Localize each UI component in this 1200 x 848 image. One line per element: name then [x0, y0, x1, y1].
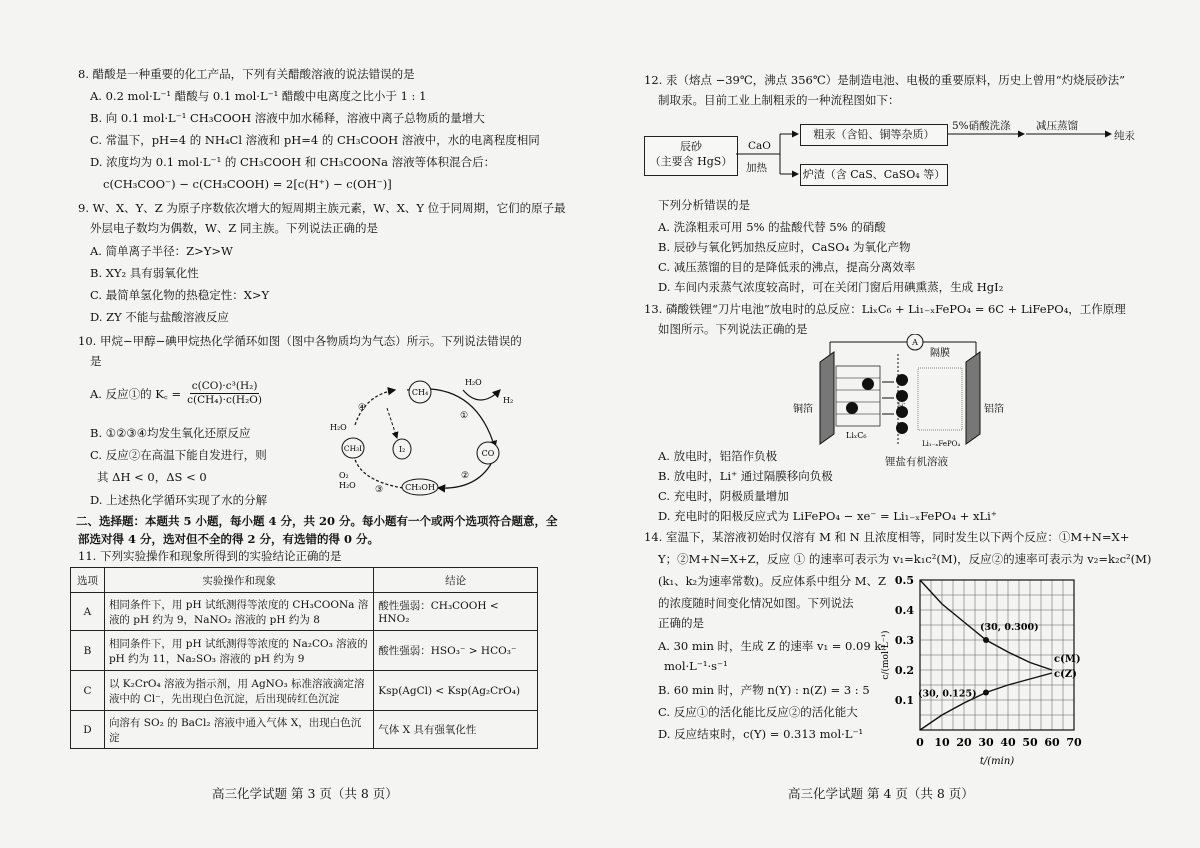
q8-option-d: D. 浓度均为 0.1 mol·L⁻¹ 的 CH₃COOH 和 CH₃COONa 溶液等体积混合后：	[90, 155, 496, 169]
data-point	[983, 637, 989, 643]
row-option: A	[71, 593, 105, 631]
reaction-2-number: ②	[461, 471, 470, 481]
graphite-layers	[836, 366, 880, 426]
column-header-option: 选项	[71, 568, 105, 593]
h2-top-label: H₂	[503, 396, 514, 405]
q12-option-a: A. 洗涤粗汞可用 5% 的盐酸代替 5% 的硝酸	[658, 220, 886, 234]
point-label: (30, 0.300)	[980, 622, 1039, 633]
x-tick-label: 70	[1066, 736, 1082, 749]
co-label: CO	[481, 449, 495, 458]
distill-step-label: 减压蒸馏	[1036, 120, 1078, 132]
battery-diagram	[790, 334, 1010, 460]
copper-foil-label: 铜箔	[793, 404, 813, 415]
x-tick-label: 20	[956, 736, 972, 749]
q9-option-a: A. 简单离子半径：Z>Y>W	[90, 244, 233, 258]
table-row	[71, 631, 538, 671]
q13-option-a: A. 放电时，铝箔作负极	[658, 449, 778, 463]
q10-option-a-prefix: A. 反应①的 K꜀ =	[90, 386, 182, 401]
table-header-row	[71, 568, 538, 593]
q14-stem-1: 14. 室温下，某溶液初始时仅溶有 M 和 N 且浓度相等，同时发生以下两个反应：①M+N=X+	[644, 530, 1130, 544]
methane-iodide-cycle-diagram	[325, 370, 535, 500]
q14-stem-5: 正确的是	[658, 616, 704, 630]
h2o-bottom-label: H₂O	[339, 481, 356, 490]
cinnabar-composition: （主要含 HgS）	[649, 155, 733, 168]
lixc6-label: LiₓC₆	[846, 431, 867, 440]
y-tick-label: 0.3	[894, 634, 914, 647]
q8-stem: 8. 醋酸是一种重要的化工产品，下列有关醋酸溶液的说法错误的是	[78, 67, 415, 81]
aluminum-foil-plate	[966, 352, 980, 444]
cao-label: CaO	[748, 140, 771, 152]
y-tick-label: 0.2	[894, 664, 914, 677]
row-operation: 相同条件下，用 pH 试纸测得等浓度的 Na₂CO₃ 溶液的 pH 约为 11，Na₂SO₃ 溶液的 pH 约为 9	[104, 631, 373, 671]
q14-option-b: B. 60 min 时，产物 n(Y) : n(Z) = 3 : 5	[658, 683, 870, 697]
q11-stem: 11. 下列实验操作和现象所得到的实验结论正确的是	[78, 549, 342, 563]
ch4-label: CH₄	[411, 388, 429, 397]
q14-option-a-unit: mol·L⁻¹·s⁻¹	[664, 659, 728, 673]
x-tick-label: 30	[978, 736, 994, 749]
q13-option-c: C. 充电时，阴极质量增加	[658, 489, 789, 503]
aluminum-foil-label: 铝箔	[984, 404, 1004, 415]
i2-label: I₂	[398, 445, 406, 454]
cinnabar-label: 辰砂	[680, 140, 702, 153]
q14-option-c: C. 反应①的活化能比反应②的活化能大	[658, 705, 858, 719]
q8-option-a: A. 0.2 mol·L⁻¹ 醋酸与 0.1 mol·L⁻¹ 醋酸中电离度之比小于 1 : 1	[90, 89, 427, 103]
crude-mercury-box: 粗汞（含铅、铜等杂质）	[800, 124, 948, 146]
y-tick-label: 0.5	[894, 574, 914, 587]
ch3i-label: CH₃I	[343, 444, 363, 453]
q14-stem-4: 的浓度随时间变化情况如图。下列说法	[658, 596, 854, 610]
point-label: (30, 0.125)	[918, 688, 977, 700]
q13-stem-2: 如图所示。下列说法正确的是	[658, 322, 808, 336]
row-operation: 相同条件下，用 pH 试纸测得等浓度的 CH₃COONa 溶液的 pH 约为 9，NaNO₂ 溶液的 pH 约为 8	[104, 593, 373, 631]
q10-option-c: C. 反应②在高温下能自发进行，则	[90, 448, 267, 462]
table-row	[71, 593, 538, 631]
y-tick-label: 0.1	[894, 694, 914, 707]
electrolyte-label: 锂盐有机溶液	[885, 456, 948, 468]
q13-option-d: D. 充电时的阳极反应式为 LiFePO₄ − xe⁻ = Li₁₋ₓFePO₄ + xLi⁺	[658, 509, 997, 523]
section-2-heading-1: 二、选择题：本题共 5 小题，每小题 4 分，共 20 分。每小题有一个或两个选项符合题意，全	[76, 514, 558, 528]
cinnabar-box	[644, 136, 738, 176]
page-footer-4: 高三化学试题 第 4 页（共 8 页）	[788, 786, 974, 801]
table-row	[71, 711, 538, 749]
row-option: B	[71, 631, 105, 671]
ch3oh-label: CH₃OH	[405, 483, 435, 492]
column-header-operation: 实验操作和现象	[104, 568, 373, 593]
ammeter-label: A	[912, 338, 918, 347]
pure-mercury-label: 纯汞	[1114, 130, 1135, 142]
x-tick-label: 60	[1044, 736, 1060, 749]
reaction-4-number: ④	[358, 403, 367, 413]
row-conclusion: 酸性强弱：HSO₃⁻ > HCO₃⁻	[374, 631, 538, 671]
series-label: c(M)	[1054, 654, 1081, 665]
section-2-heading-2: 部选对得 4 分，选对但不全的得 2 分，有选错的得 0 分。	[78, 532, 380, 546]
q14-stem-2: Y；②M+N=X+Z，反应 ① 的速率可表示为 v₁=k₁c²(M)，反应②的速率可表示为 v₂=k₂c²(M)	[658, 552, 1152, 566]
q12-option-c: C. 减压蒸馏的目的是降低汞的沸点，提高分离效率	[658, 260, 916, 274]
q8-option-d-formula: c(CH₃COO⁻) − c(CH₃COOH) = 2[c(H⁺) − c(OH⁻)]	[103, 177, 392, 191]
page-footer-3: 高三化学试题 第 3 页（共 8 页）	[212, 786, 398, 801]
h2o-left-label: H₂O	[330, 423, 347, 432]
q11-experiment-table	[70, 567, 538, 749]
li-ion-dot	[896, 374, 908, 386]
x-tick-label: 40	[1000, 736, 1016, 749]
q9-option-b: B. XY₂ 具有弱氧化性	[90, 266, 199, 280]
q10-option-b: B. ①②③④均发生氧化还原反应	[90, 426, 251, 440]
q12-option-b: B. 辰砂与氧化钙加热反应时，CaSO₄ 为氧化产物	[658, 240, 911, 254]
separator-label: 隔膜	[930, 348, 950, 359]
x-tick-label: 0	[916, 736, 924, 749]
row-operation: 向溶有 SO₂ 的 BaCl₂ 溶液中通入气体 X，出现白色沉淀	[104, 711, 373, 749]
heat-label: 加热	[746, 162, 767, 174]
q13-option-b: B. 放电时，Li⁺ 通过隔膜移向负极	[658, 469, 833, 483]
q8-option-b: B. 向 0.1 mol·L⁻¹ CH₃COOH 溶液中加水稀释，溶液中离子总物质的量增大	[90, 111, 485, 125]
q14-option-d: D. 反应结束时，c(Y) = 0.313 mol·L⁻¹	[658, 727, 864, 741]
q12-question: 下列分析错误的是	[658, 198, 750, 212]
x-axis-label: t/(min)	[979, 756, 1015, 767]
x-tick-label: 50	[1022, 736, 1038, 749]
y-axis-label: c/(mol·L⁻¹)	[881, 630, 891, 680]
q10-option-c-2: 其 ΔH < 0，ΔS < 0	[97, 470, 207, 484]
slag-box: 炉渣（含 CaS、CaSO₄ 等）	[800, 164, 948, 186]
table-row	[71, 671, 538, 711]
equilibrium-constant-fraction	[187, 380, 262, 407]
row-option: C	[71, 671, 105, 711]
q10-option-d: D. 上述热化学循环实现了水的分解	[90, 493, 268, 507]
series-label: c(Z)	[1054, 669, 1077, 680]
row-conclusion: Ksp(AgCl) < Ksp(Ag₂CrO₄)	[374, 671, 538, 711]
o2-label: O₂	[339, 471, 349, 480]
fraction-numerator: c(CO)·c³(H₂)	[191, 380, 258, 392]
q10-stem-2: 是	[90, 354, 102, 368]
li-ion-label: Li⁺	[898, 402, 906, 408]
row-option: D	[71, 711, 105, 749]
fraction-denominator: c(CH₄)·c(H₂O)	[187, 394, 262, 406]
row-conclusion: 气体 X 具有强氧化性	[374, 711, 538, 749]
q9-option-c: C. 最简单氢化物的热稳定性：X>Y	[90, 288, 270, 302]
li-ion-dot	[846, 402, 858, 414]
x-tick-label: 10	[934, 736, 950, 749]
q8-option-c: C. 常温下，pH=4 的 NH₄Cl 溶液和 pH=4 的 CH₃COOH 溶液中，水的电离程度相同	[90, 133, 540, 147]
q9-stem-1: 9. W、X、Y、Z 为原子序数依次增大的短周期主族元素，W、X、Y 位于同周期，它们的原子最	[78, 201, 566, 215]
li-ion-dot	[896, 390, 908, 402]
q14-stem-3: (k₁、k₂为速率常数)。反应体系中组分 M、Z	[658, 574, 887, 588]
q10-option-a	[90, 380, 262, 407]
row-operation: 以 K₂CrO₄ 溶液为指示剂，用 AgNO₃ 标准溶液滴定溶液中的 Cl⁻，先出现白色沉淀，后出现砖红色沉淀	[104, 671, 373, 711]
q14-option-a: A. 30 min 时，生成 Z 的速率 v₁ = 0.09 k₂	[658, 639, 886, 653]
iron-phosphate-lattice	[918, 368, 962, 430]
q12-stem-2: 制取汞。目前工业上制粗汞的一种流程图如下：	[658, 93, 900, 107]
data-point	[983, 690, 989, 696]
copper-foil-plate	[820, 352, 834, 444]
concentration-time-chart	[880, 572, 1102, 770]
q10-stem-1: 10. 甲烷−甲醇−碘甲烷热化学循环如图（图中各物质均为气态）所示。下列说法错误的	[78, 334, 522, 348]
q9-stem-2: 外层电子数均为偶数，W、Z 同主族。下列说法正确的是	[90, 221, 378, 235]
h2o-top-label: H₂O	[465, 378, 482, 387]
column-header-conclusion: 结论	[374, 568, 538, 593]
reaction-3-number: ③	[375, 485, 384, 495]
q9-option-d: D. ZY 不能与盐酸溶液反应	[90, 310, 229, 324]
exam-page-4	[600, 0, 1200, 848]
li-ion-dot	[896, 422, 908, 434]
wash-step-label: 5%硝酸洗涤	[952, 120, 1011, 132]
li-ion-dot	[862, 378, 874, 390]
arrow-water-to-hydrogen	[463, 390, 500, 400]
q13-stem-1: 13. 磷酸铁锂“刀片电池”放电时的总反应：LiₓC₆ + Li₁₋ₓFePO₄ = 6C + LiFePO₄，工作原理	[644, 302, 1126, 316]
q12-stem-1: 12. 汞（熔点 −39℃，沸点 356℃）是制造电池、电极的重要原料，历史上曾用“灼烧辰砂法”	[644, 73, 1125, 87]
q12-option-d: D. 车间内汞蒸气浓度较高时，可在关闭门窗后用碘熏蒸，生成 HgI₂	[658, 280, 1004, 294]
y-tick-label: 0.4	[894, 604, 914, 617]
reaction-1-number: ①	[460, 411, 469, 421]
row-conclusion: 酸性强弱：CH₃COOH < HNO₂	[374, 593, 538, 631]
arrow-iodine-link	[387, 408, 397, 438]
lifepo4-label: Li₁₋ₓFePO₄	[922, 440, 961, 448]
